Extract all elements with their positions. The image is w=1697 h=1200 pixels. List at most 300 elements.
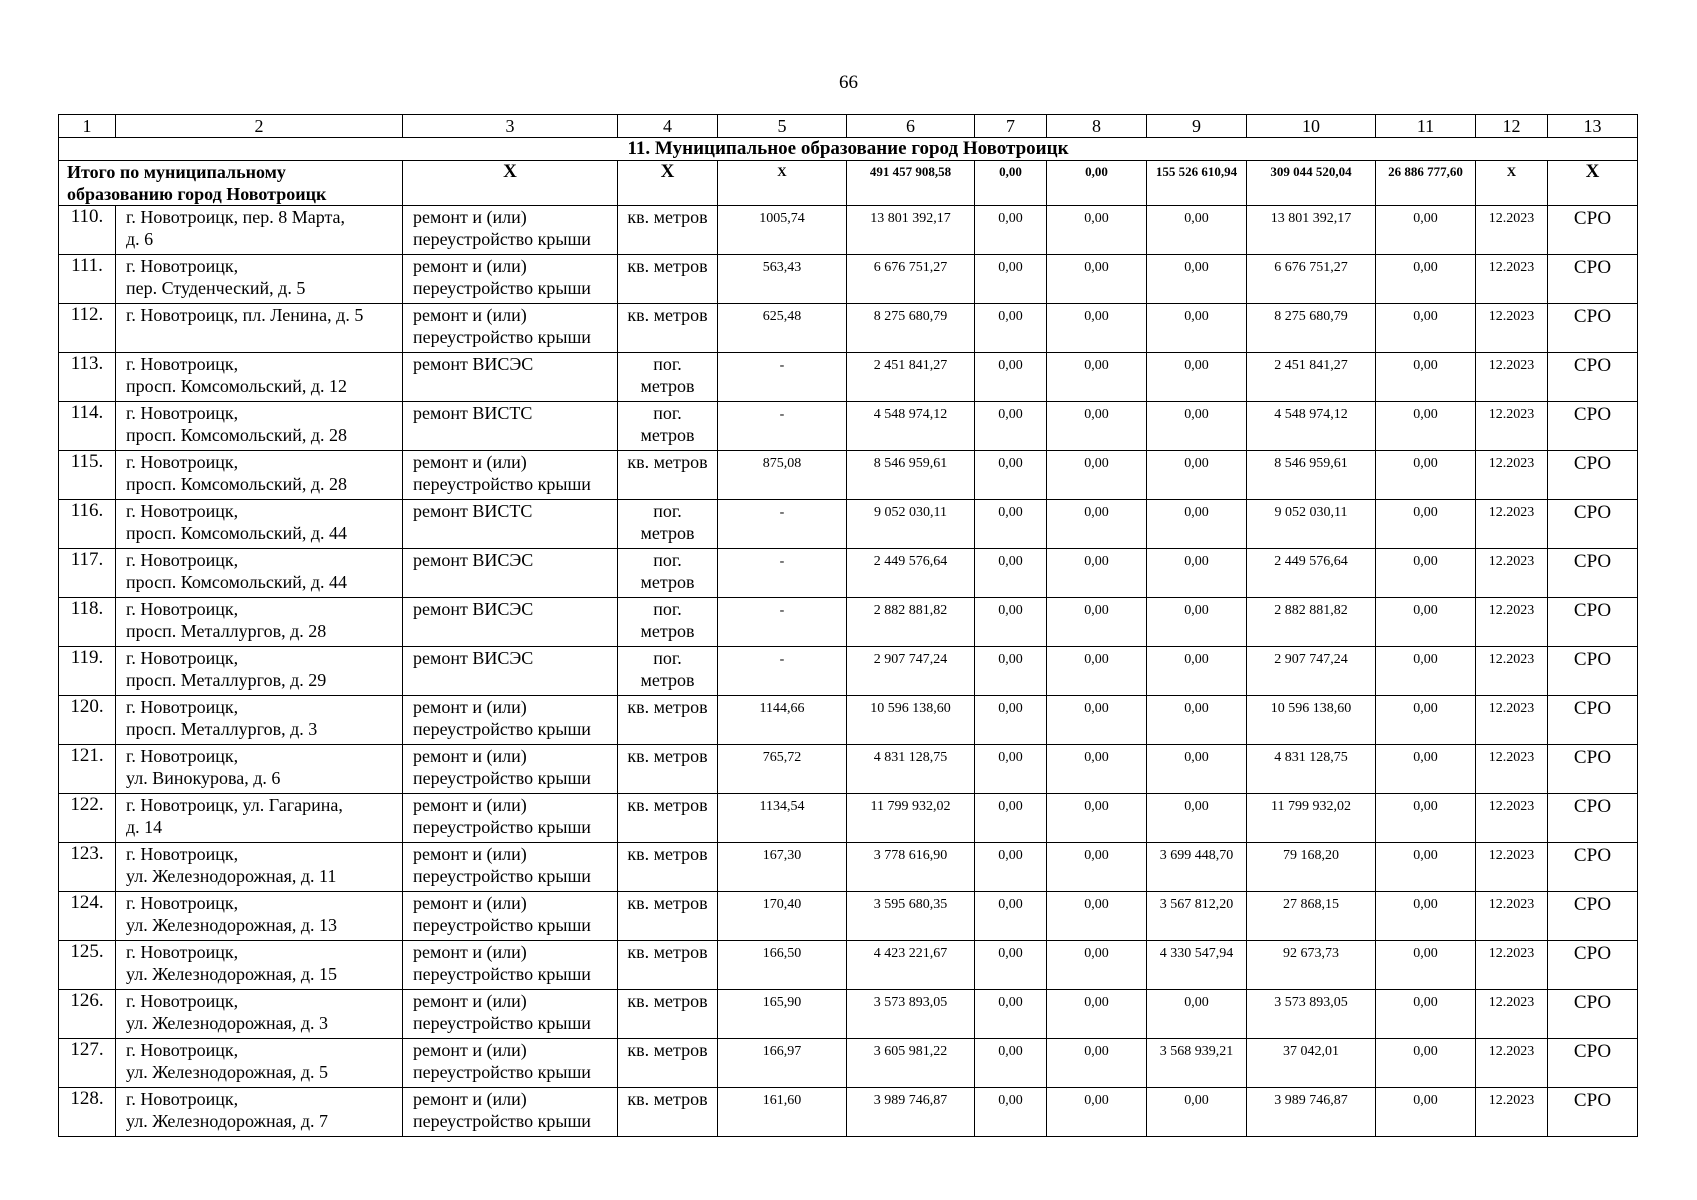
col10-cell: 92 673,73: [1247, 941, 1376, 990]
deadline-cell: 12.2023: [1476, 206, 1548, 255]
executor-cell: СРО: [1548, 500, 1638, 549]
address-cell: [116, 941, 403, 990]
col11-cell: 0,00: [1376, 843, 1476, 892]
column-number: 1: [59, 115, 116, 138]
work-type-line2: переустройство крыши: [413, 1062, 591, 1082]
col9-cell: 0,00: [1147, 206, 1247, 255]
address-line2: ул. Железнодорожная, д. 5: [126, 1062, 329, 1082]
table-row: [59, 304, 1638, 353]
volume-cell: 165,90: [718, 990, 847, 1039]
address-line1: г. Новотроицк,: [126, 550, 239, 570]
work-type-line1: ремонт ВИСЭС: [413, 550, 534, 570]
deadline-cell: 12.2023: [1476, 353, 1548, 402]
total-col6: 491 457 908,58: [847, 161, 975, 206]
unit-cell: [618, 696, 718, 745]
capital-repair-table: [58, 114, 1638, 1137]
work-type-line1: ремонт ВИСЭС: [413, 354, 534, 374]
work-type-line2: переустройство крыши: [413, 278, 591, 298]
work-type-cell: [403, 745, 618, 794]
address-line2: просп. Комсомольский, д. 44: [126, 523, 348, 543]
work-type-line2: переустройство крыши: [413, 327, 591, 347]
table-row: [59, 941, 1638, 990]
work-type-cell: [403, 647, 618, 696]
col11-cell: 0,00: [1376, 1088, 1476, 1137]
work-type-line1: ремонт ВИСЭС: [413, 648, 534, 668]
total-cost-cell: 13 801 392,17: [847, 206, 975, 255]
unit-cell: [618, 402, 718, 451]
executor-cell: СРО: [1548, 304, 1638, 353]
col10-cell: 3 573 893,05: [1247, 990, 1376, 1039]
col9-cell: 0,00: [1147, 647, 1247, 696]
col11-cell: 0,00: [1376, 745, 1476, 794]
column-number: 2: [116, 115, 403, 138]
address-line1: г. Новотроицк,: [126, 452, 239, 472]
row-number: 125.: [59, 941, 116, 990]
table-row: [59, 255, 1638, 304]
col9-cell: 0,00: [1147, 451, 1247, 500]
col10-cell: 13 801 392,17: [1247, 206, 1376, 255]
total-cost-cell: 9 052 030,11: [847, 500, 975, 549]
unit-cell: [618, 451, 718, 500]
col11-cell: 0,00: [1376, 647, 1476, 696]
total-row: [59, 161, 1638, 206]
address-line1: г. Новотроицк,: [126, 501, 239, 521]
executor-cell: СРО: [1548, 353, 1638, 402]
col11-cell: 0,00: [1376, 892, 1476, 941]
address-line2: просп. Комсомольский, д. 28: [126, 474, 348, 494]
work-type-cell: [403, 549, 618, 598]
unit-cell: [618, 843, 718, 892]
col7-cell: 0,00: [975, 304, 1047, 353]
col8-cell: 0,00: [1047, 255, 1147, 304]
col7-cell: 0,00: [975, 990, 1047, 1039]
deadline-cell: 12.2023: [1476, 696, 1548, 745]
work-type-line2: переустройство крыши: [413, 719, 591, 739]
unit-line1: кв. метров: [627, 991, 708, 1011]
row-number: 111.: [59, 255, 116, 304]
total-col5: Х: [718, 161, 847, 206]
col9-cell: 0,00: [1147, 990, 1247, 1039]
total-col13: Х: [1548, 161, 1638, 206]
deadline-cell: 12.2023: [1476, 794, 1548, 843]
col11-cell: 0,00: [1376, 206, 1476, 255]
col9-cell: 0,00: [1147, 598, 1247, 647]
col9-cell: 0,00: [1147, 500, 1247, 549]
col7-cell: 0,00: [975, 647, 1047, 696]
work-type-line1: ремонт и (или): [413, 305, 527, 325]
address-line2: просп. Комсомольский, д. 28: [126, 425, 348, 445]
unit-cell: [618, 990, 718, 1039]
address-line2: ул. Железнодорожная, д. 13: [126, 915, 338, 935]
executor-cell: СРО: [1548, 1039, 1638, 1088]
col8-cell: 0,00: [1047, 206, 1147, 255]
address-line1: г. Новотроицк,: [126, 697, 239, 717]
work-type-line1: ремонт и (или): [413, 795, 527, 815]
work-type-cell: [403, 696, 618, 745]
row-number: 121.: [59, 745, 116, 794]
col11-cell: 0,00: [1376, 990, 1476, 1039]
col7-cell: 0,00: [975, 402, 1047, 451]
col10-cell: 3 989 746,87: [1247, 1088, 1376, 1137]
total-cost-cell: 3 989 746,87: [847, 1088, 975, 1137]
unit-cell: [618, 1088, 718, 1137]
col7-cell: 0,00: [975, 696, 1047, 745]
column-number: 4: [618, 115, 718, 138]
work-type-cell: [403, 598, 618, 647]
col9-cell: 3 567 812,20: [1147, 892, 1247, 941]
col10-cell: 2 907 747,24: [1247, 647, 1376, 696]
address-cell: [116, 353, 403, 402]
address-line1: г. Новотроицк,: [126, 893, 239, 913]
address-cell: [116, 892, 403, 941]
unit-line2: метров: [640, 376, 695, 396]
unit-line1: кв. метров: [627, 844, 708, 864]
col11-cell: 0,00: [1376, 941, 1476, 990]
address-line2: ул. Железнодорожная, д. 7: [126, 1111, 329, 1131]
col11-cell: 0,00: [1376, 402, 1476, 451]
executor-cell: СРО: [1548, 941, 1638, 990]
deadline-cell: 12.2023: [1476, 255, 1548, 304]
executor-cell: СРО: [1548, 990, 1638, 1039]
total-cost-cell: 2 451 841,27: [847, 353, 975, 402]
column-number: 12: [1476, 115, 1548, 138]
address-line2: д. 14: [126, 817, 163, 837]
volume-cell: -: [718, 647, 847, 696]
col11-cell: 0,00: [1376, 794, 1476, 843]
volume-cell: 625,48: [718, 304, 847, 353]
address-cell: [116, 1039, 403, 1088]
work-type-line1: ремонт и (или): [413, 746, 527, 766]
table-row: [59, 402, 1638, 451]
total-col9: 155 526 610,94: [1147, 161, 1247, 206]
table-row: [59, 843, 1638, 892]
unit-line1: кв. метров: [627, 795, 708, 815]
address-cell: [116, 1088, 403, 1137]
col11-cell: 0,00: [1376, 549, 1476, 598]
work-type-line1: ремонт и (или): [413, 207, 527, 227]
work-type-cell: [403, 843, 618, 892]
total-cost-cell: 4 423 221,67: [847, 941, 975, 990]
section-title: 11. Муниципальное образование город Новотроицк: [59, 138, 1638, 161]
col10-cell: 2 451 841,27: [1247, 353, 1376, 402]
work-type-line2: переустройство крыши: [413, 768, 591, 788]
address-line1: г. Новотроицк,: [126, 991, 239, 1011]
unit-line1: пог.: [653, 501, 682, 521]
table-row: [59, 1088, 1638, 1137]
col9-cell: 3 699 448,70: [1147, 843, 1247, 892]
col8-cell: 0,00: [1047, 696, 1147, 745]
row-number: 113.: [59, 353, 116, 402]
work-type-cell: [403, 353, 618, 402]
volume-cell: -: [718, 500, 847, 549]
work-type-line1: ремонт и (или): [413, 1040, 527, 1060]
work-type-line1: ремонт и (или): [413, 942, 527, 962]
table-row: [59, 647, 1638, 696]
col7-cell: 0,00: [975, 892, 1047, 941]
address-line1: г. Новотроицк, пл. Ленина, д. 5: [126, 305, 364, 325]
unit-cell: [618, 206, 718, 255]
executor-cell: СРО: [1548, 696, 1638, 745]
total-label-line2: образованию город Новотроицк: [67, 184, 327, 204]
deadline-cell: 12.2023: [1476, 745, 1548, 794]
work-type-cell: [403, 500, 618, 549]
address-line2: ул. Винокурова, д. 6: [126, 768, 281, 788]
work-type-line2: переустройство крыши: [413, 229, 591, 249]
unit-cell: [618, 304, 718, 353]
address-cell: [116, 304, 403, 353]
col7-cell: 0,00: [975, 745, 1047, 794]
total-cost-cell: 4 831 128,75: [847, 745, 975, 794]
col10-cell: 2 882 881,82: [1247, 598, 1376, 647]
unit-line2: метров: [640, 523, 695, 543]
address-cell: [116, 206, 403, 255]
table-row: [59, 500, 1638, 549]
executor-cell: СРО: [1548, 843, 1638, 892]
row-number: 112.: [59, 304, 116, 353]
total-col7: 0,00: [975, 161, 1047, 206]
volume-cell: 563,43: [718, 255, 847, 304]
work-type-line2: переустройство крыши: [413, 1111, 591, 1131]
address-line2: просп. Комсомольский, д. 44: [126, 572, 348, 592]
work-type-line1: ремонт и (или): [413, 256, 527, 276]
executor-cell: СРО: [1548, 745, 1638, 794]
col7-cell: 0,00: [975, 794, 1047, 843]
table-row: [59, 1039, 1638, 1088]
table-row: [59, 206, 1638, 255]
col11-cell: 0,00: [1376, 500, 1476, 549]
col9-cell: 0,00: [1147, 549, 1247, 598]
table-row: [59, 353, 1638, 402]
table-row: [59, 598, 1638, 647]
work-type-line1: ремонт ВИСТС: [413, 501, 533, 521]
table-row: [59, 794, 1638, 843]
row-number: 124.: [59, 892, 116, 941]
col11-cell: 0,00: [1376, 598, 1476, 647]
address-line1: г. Новотроицк,: [126, 256, 239, 276]
unit-cell: [618, 745, 718, 794]
work-type-line2: переустройство крыши: [413, 817, 591, 837]
col8-cell: 0,00: [1047, 745, 1147, 794]
unit-line2: метров: [640, 425, 695, 445]
col8-cell: 0,00: [1047, 549, 1147, 598]
col9-cell: 0,00: [1147, 255, 1247, 304]
executor-cell: СРО: [1548, 255, 1638, 304]
address-line2: ул. Железнодорожная, д. 3: [126, 1013, 329, 1033]
unit-cell: [618, 892, 718, 941]
unit-line1: кв. метров: [627, 256, 708, 276]
col7-cell: 0,00: [975, 255, 1047, 304]
row-number: 128.: [59, 1088, 116, 1137]
total-cost-cell: 11 799 932,02: [847, 794, 975, 843]
col8-cell: 0,00: [1047, 647, 1147, 696]
address-line2: д. 6: [126, 229, 154, 249]
page-number: 66: [839, 72, 858, 93]
address-line2: просп. Металлургов, д. 3: [126, 719, 318, 739]
unit-cell: [618, 598, 718, 647]
total-cost-cell: 2 907 747,24: [847, 647, 975, 696]
volume-cell: 1005,74: [718, 206, 847, 255]
address-line1: г. Новотроицк, пер. 8 Марта,: [126, 207, 346, 227]
table-row: [59, 990, 1638, 1039]
col7-cell: 0,00: [975, 1039, 1047, 1088]
row-number: 117.: [59, 549, 116, 598]
address-line2: ул. Железнодорожная, д. 15: [126, 964, 338, 984]
address-line1: г. Новотроицк,: [126, 1089, 239, 1109]
column-number: 8: [1047, 115, 1147, 138]
work-type-line1: ремонт и (или): [413, 697, 527, 717]
table-row: [59, 696, 1638, 745]
col11-cell: 0,00: [1376, 304, 1476, 353]
address-line2: просп. Металлургов, д. 28: [126, 621, 327, 641]
col7-cell: 0,00: [975, 451, 1047, 500]
col10-cell: 4 548 974,12: [1247, 402, 1376, 451]
unit-cell: [618, 941, 718, 990]
unit-line1: пог.: [653, 354, 682, 374]
deadline-cell: 12.2023: [1476, 598, 1548, 647]
deadline-cell: 12.2023: [1476, 451, 1548, 500]
col10-cell: 10 596 138,60: [1247, 696, 1376, 745]
unit-line1: пог.: [653, 648, 682, 668]
unit-line1: кв. метров: [627, 942, 708, 962]
executor-cell: СРО: [1548, 451, 1638, 500]
col7-cell: 0,00: [975, 353, 1047, 402]
address-line1: г. Новотроицк,: [126, 746, 239, 766]
row-number: 120.: [59, 696, 116, 745]
total-cost-cell: 2 449 576,64: [847, 549, 975, 598]
executor-cell: СРО: [1548, 794, 1638, 843]
total-cost-cell: 4 548 974,12: [847, 402, 975, 451]
unit-cell: [618, 794, 718, 843]
address-cell: [116, 794, 403, 843]
deadline-cell: 12.2023: [1476, 843, 1548, 892]
total-cost-cell: 3 778 616,90: [847, 843, 975, 892]
col8-cell: 0,00: [1047, 990, 1147, 1039]
unit-line1: кв. метров: [627, 305, 708, 325]
work-type-cell: [403, 402, 618, 451]
volume-cell: 875,08: [718, 451, 847, 500]
col9-cell: 0,00: [1147, 1088, 1247, 1137]
total-cost-cell: 3 605 981,22: [847, 1039, 975, 1088]
col8-cell: 0,00: [1047, 402, 1147, 451]
col9-cell: 0,00: [1147, 402, 1247, 451]
column-number: 7: [975, 115, 1047, 138]
total-label-line1: Итого по муниципальному: [67, 162, 286, 182]
unit-line1: кв. метров: [627, 697, 708, 717]
column-number: 11: [1376, 115, 1476, 138]
deadline-cell: 12.2023: [1476, 941, 1548, 990]
col8-cell: 0,00: [1047, 1088, 1147, 1137]
unit-cell: [618, 353, 718, 402]
column-number: 5: [718, 115, 847, 138]
work-type-line1: ремонт и (или): [413, 844, 527, 864]
total-cost-cell: 6 676 751,27: [847, 255, 975, 304]
work-type-cell: [403, 1039, 618, 1088]
volume-cell: 1144,66: [718, 696, 847, 745]
address-cell: [116, 500, 403, 549]
col7-cell: 0,00: [975, 549, 1047, 598]
col9-cell: 4 330 547,94: [1147, 941, 1247, 990]
col10-cell: 79 168,20: [1247, 843, 1376, 892]
row-number: 115.: [59, 451, 116, 500]
address-line1: г. Новотроицк,: [126, 648, 239, 668]
executor-cell: СРО: [1548, 892, 1638, 941]
row-number: 126.: [59, 990, 116, 1039]
col8-cell: 0,00: [1047, 794, 1147, 843]
row-number: 116.: [59, 500, 116, 549]
address-line1: г. Новотроицк,: [126, 354, 239, 374]
work-type-line2: переустройство крыши: [413, 1013, 591, 1033]
unit-line2: метров: [640, 621, 695, 641]
volume-cell: 765,72: [718, 745, 847, 794]
work-type-cell: [403, 1088, 618, 1137]
work-type-cell: [403, 304, 618, 353]
work-type-cell: [403, 255, 618, 304]
col9-cell: 0,00: [1147, 353, 1247, 402]
volume-cell: 166,97: [718, 1039, 847, 1088]
total-col4: Х: [618, 161, 718, 206]
work-type-cell: [403, 892, 618, 941]
work-type-line1: ремонт и (или): [413, 452, 527, 472]
work-type-line1: ремонт и (или): [413, 893, 527, 913]
col8-cell: 0,00: [1047, 892, 1147, 941]
table-row: [59, 549, 1638, 598]
address-cell: [116, 745, 403, 794]
volume-cell: -: [718, 353, 847, 402]
col7-cell: 0,00: [975, 843, 1047, 892]
address-cell: [116, 451, 403, 500]
unit-cell: [618, 647, 718, 696]
unit-line1: кв. метров: [627, 207, 708, 227]
work-type-cell: [403, 794, 618, 843]
col11-cell: 0,00: [1376, 353, 1476, 402]
address-line1: г. Новотроицк,: [126, 599, 239, 619]
col10-cell: 11 799 932,02: [1247, 794, 1376, 843]
section-title-row: [59, 138, 1638, 161]
volume-cell: 166,50: [718, 941, 847, 990]
executor-cell: СРО: [1548, 647, 1638, 696]
total-label: [59, 161, 403, 206]
address-line1: г. Новотроицк,: [126, 844, 239, 864]
work-type-cell: [403, 451, 618, 500]
total-cost-cell: 3 573 893,05: [847, 990, 975, 1039]
row-number: 127.: [59, 1039, 116, 1088]
work-type-line2: переустройство крыши: [413, 964, 591, 984]
col10-cell: 2 449 576,64: [1247, 549, 1376, 598]
executor-cell: СРО: [1548, 206, 1638, 255]
work-type-line2: переустройство крыши: [413, 915, 591, 935]
col10-cell: 27 868,15: [1247, 892, 1376, 941]
unit-line1: кв. метров: [627, 746, 708, 766]
unit-line1: кв. метров: [627, 1089, 708, 1109]
col8-cell: 0,00: [1047, 598, 1147, 647]
col8-cell: 0,00: [1047, 451, 1147, 500]
address-line2: ул. Железнодорожная, д. 11: [126, 866, 337, 886]
column-number: 6: [847, 115, 975, 138]
volume-cell: 170,40: [718, 892, 847, 941]
total-col10: 309 044 520,04: [1247, 161, 1376, 206]
total-col8: 0,00: [1047, 161, 1147, 206]
work-type-line1: ремонт и (или): [413, 991, 527, 1011]
address-line1: г. Новотроицк,: [126, 403, 239, 423]
work-type-cell: [403, 206, 618, 255]
total-col11: 26 886 777,60: [1376, 161, 1476, 206]
col11-cell: 0,00: [1376, 255, 1476, 304]
address-cell: [116, 843, 403, 892]
total-cost-cell: 3 595 680,35: [847, 892, 975, 941]
unit-line1: пог.: [653, 599, 682, 619]
col7-cell: 0,00: [975, 500, 1047, 549]
col9-cell: 3 568 939,21: [1147, 1039, 1247, 1088]
